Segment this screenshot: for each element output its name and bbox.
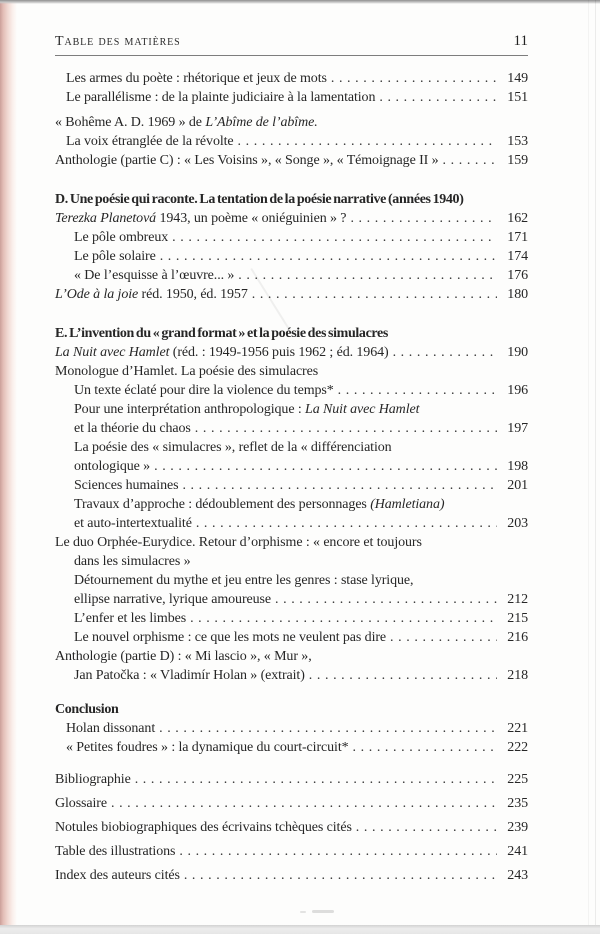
toc-page-number: 190	[507, 345, 528, 360]
toc-entry-text: Le pôle ombreux	[74, 230, 169, 245]
toc-entry-text: ellipse narrative, lyrique amoureuse	[74, 592, 271, 607]
toc-entry-text: « De l’esquisse à l’œuvre... »	[74, 268, 235, 283]
toc-page-number: 197	[507, 421, 528, 436]
toc-leader-dots	[184, 866, 497, 885]
toc-page-number: 153	[507, 134, 528, 149]
toc-page-number: 180	[507, 287, 528, 302]
toc-page-number: 198	[507, 459, 528, 474]
toc-entry-text: Anthologie (partie D) : « Mi lascio », « Mur »,	[55, 649, 312, 664]
toc-leader-dots	[356, 818, 497, 837]
toc-page-number: 149	[507, 71, 528, 86]
toc-entry	[55, 266, 528, 285]
toc-entry	[55, 69, 528, 88]
toc-entry	[55, 476, 528, 495]
page-bottom-edge	[0, 925, 600, 934]
toc-entry-text: « Petites foudres » : la dynamique du court-circuit*	[66, 740, 349, 755]
toc-entry-text: Jan Patočka : « Vladimír Holan » (extrait)	[74, 668, 305, 683]
toc-leader-dots	[195, 419, 497, 438]
toc-entry	[55, 132, 528, 151]
toc-page-number: 196	[507, 383, 528, 398]
header-rule	[55, 55, 528, 56]
page-right-edge-inner	[588, 0, 589, 934]
toc-entry-text: dans les simulacres »	[74, 554, 191, 569]
toc-leader-dots	[390, 628, 497, 647]
toc-entry-text: Notules biobiographiques des écrivains tchèques cités	[55, 820, 352, 835]
toc-entry	[55, 738, 528, 757]
toc-page-number: 176	[507, 268, 528, 283]
page-binding-edge	[0, 0, 17, 934]
toc-leader-dots	[379, 88, 497, 107]
toc-entry	[55, 362, 528, 381]
toc-entry	[55, 719, 528, 738]
toc-entry	[55, 571, 528, 590]
toc-entry-text: L’Ode à la joie réd. 1950, éd. 1957	[55, 287, 248, 302]
toc-leader-dots	[353, 738, 497, 757]
toc-entry-text: La poésie des « simulacres », reflet de la « différenciation	[74, 440, 392, 455]
toc-page-number: 201	[507, 478, 528, 493]
toc-entry-text: Le duo Orphée-Eurydice. Retour d’orphisme : « encore et toujours	[55, 535, 422, 550]
toc-page-number: 225	[507, 772, 528, 787]
toc-entry-text: Un texte éclaté pour dire la violence du temps*	[74, 383, 334, 398]
toc-page-number: 235	[507, 796, 528, 811]
toc-entry	[55, 209, 528, 228]
toc-entry	[55, 666, 528, 685]
toc-leader-dots	[252, 285, 497, 304]
toc-page-number: 216	[507, 630, 528, 645]
scan-smudge	[312, 910, 334, 913]
toc-entry	[55, 343, 528, 362]
toc-leader-dots	[338, 381, 497, 400]
page-right-edge	[595, 0, 596, 934]
toc-page-number: 221	[507, 721, 528, 736]
toc-leader-dots	[238, 132, 497, 151]
toc-leader-dots	[154, 457, 497, 476]
toc-entry-text: E. L’invention du « grand format » et la poésie des simulacres	[55, 326, 389, 341]
toc-entry	[55, 609, 528, 628]
toc-leader-dots	[196, 514, 497, 533]
toc-page-number: 243	[507, 868, 528, 883]
toc-entry-text: Conclusion	[55, 702, 119, 717]
toc-entry-text: Glossaire	[55, 796, 107, 811]
toc-page-number: 159	[507, 153, 528, 168]
toc-page-number: 222	[507, 740, 528, 755]
toc-page-number: 241	[507, 844, 528, 859]
toc-entry-text: ontologique »	[74, 459, 151, 474]
toc-entry	[55, 533, 528, 552]
toc-entry-text: Table des illustrations	[55, 844, 176, 859]
toc-entry	[55, 647, 528, 666]
toc-entry	[55, 495, 528, 514]
toc-entry	[55, 190, 528, 209]
toc-leader-dots	[393, 343, 497, 362]
toc-entry	[55, 151, 528, 170]
toc-leader-dots	[179, 842, 497, 861]
running-head-title: Table des matières	[55, 34, 181, 49]
toc-entry-text: « Bohême A. D. 1969 » de L’Abîme de l’abîme.	[55, 115, 318, 130]
toc-entry	[55, 247, 528, 266]
toc-leader-dots	[350, 209, 497, 228]
toc-entry-text: et auto-intertextualité	[74, 516, 192, 531]
toc-entry-text: L’enfer et les limbes	[74, 611, 187, 626]
toc-entry-text: Le pôle solaire	[74, 249, 156, 264]
toc-entry	[55, 381, 528, 400]
toc-page-number: 212	[507, 592, 528, 607]
toc-entry-text: Holan dissonant	[66, 721, 156, 736]
toc-entry	[55, 770, 528, 789]
toc-entry	[55, 88, 528, 107]
toc-entry	[55, 700, 528, 719]
toc-entry	[55, 228, 528, 247]
toc-page-number: 151	[507, 90, 528, 105]
toc-entry	[55, 113, 528, 132]
toc-page-number: 162	[507, 211, 528, 226]
toc-entry	[55, 794, 528, 813]
toc-entry-text: La voix étranglée de la révolte	[66, 134, 234, 149]
toc-entry-text: Les armes du poète : rhétorique et jeux de mots	[66, 71, 327, 86]
toc-entry-text: Monologue d’Hamlet. La poésie des simulacres	[55, 364, 319, 379]
toc-leader-dots	[309, 666, 497, 685]
toc-page-number: 174	[507, 249, 528, 264]
toc-entry	[55, 842, 528, 861]
toc-leader-dots	[443, 151, 497, 170]
toc-entry	[55, 324, 528, 343]
toc-entry-text: Le nouvel orphisme : ce que les mots ne veulent pas dire	[74, 630, 387, 645]
page-content	[55, 33, 528, 885]
folio-page-number: 11	[513, 33, 528, 49]
toc-entry	[55, 818, 528, 837]
toc-entry-text: et la théorie du chaos	[74, 421, 191, 436]
toc-entry	[55, 438, 528, 457]
toc-page-number: 218	[507, 668, 528, 683]
toc-entry-text: Le parallélisme : de la plainte judiciaire à la lamentation	[66, 90, 376, 105]
toc-leader-dots	[331, 69, 497, 88]
toc-entry-text: Terezka Planetová 1943, un poème « oniéguinien » ?	[55, 211, 347, 226]
toc-leader-dots	[238, 266, 497, 285]
toc-entry-text: La Nuit avec Hamlet (réd. : 1949-1956 puis 1962 ; éd. 1964)	[55, 345, 389, 360]
toc-leader-dots	[190, 609, 497, 628]
toc-entry-text: Anthologie (partie C) : « Les Voisins », « Songe », « Témoignage II »	[55, 153, 439, 168]
toc-leader-dots	[172, 228, 497, 247]
scan-smudge-dot	[300, 911, 306, 913]
toc-page-number: 215	[507, 611, 528, 626]
toc-leader-dots	[275, 590, 497, 609]
toc-entry	[55, 628, 528, 647]
toc-entry-text: Index des auteurs cités	[55, 868, 180, 883]
toc-entry	[55, 514, 528, 533]
toc-entry	[55, 457, 528, 476]
toc-entry-text: Sciences humaines	[74, 478, 179, 493]
toc-page-number: 203	[507, 516, 528, 531]
page-top-edge	[0, 0, 600, 4]
toc-leader-dots	[135, 770, 497, 789]
toc-leader-dots	[159, 719, 497, 738]
toc-leader-dots	[160, 247, 497, 266]
toc-entry	[55, 590, 528, 609]
toc-entry	[55, 552, 528, 571]
toc-entry	[55, 285, 528, 304]
toc-page-number: 171	[507, 230, 528, 245]
toc-entry-text: Détournement du mythe et jeu entre les genres : stase lyrique,	[74, 573, 414, 588]
toc-entry	[55, 400, 528, 419]
toc-entry-text: Bibliographie	[55, 772, 131, 787]
toc-entry-text: Pour une interprétation anthropologique : La Nuit avec Hamlet	[74, 402, 420, 417]
toc-entry-text: D. Une poésie qui raconte. La tentation de la poésie narrative (années 1940)	[55, 192, 464, 207]
toc-list	[55, 69, 528, 885]
toc-entry	[55, 419, 528, 438]
toc-entry	[55, 866, 528, 885]
running-head	[55, 33, 528, 50]
toc-page-number: 239	[507, 820, 528, 835]
toc-leader-dots	[182, 476, 497, 495]
toc-leader-dots	[111, 794, 497, 813]
toc-entry-text: Travaux d’approche : dédoublement des personnages (Hamletiana)	[74, 497, 445, 512]
